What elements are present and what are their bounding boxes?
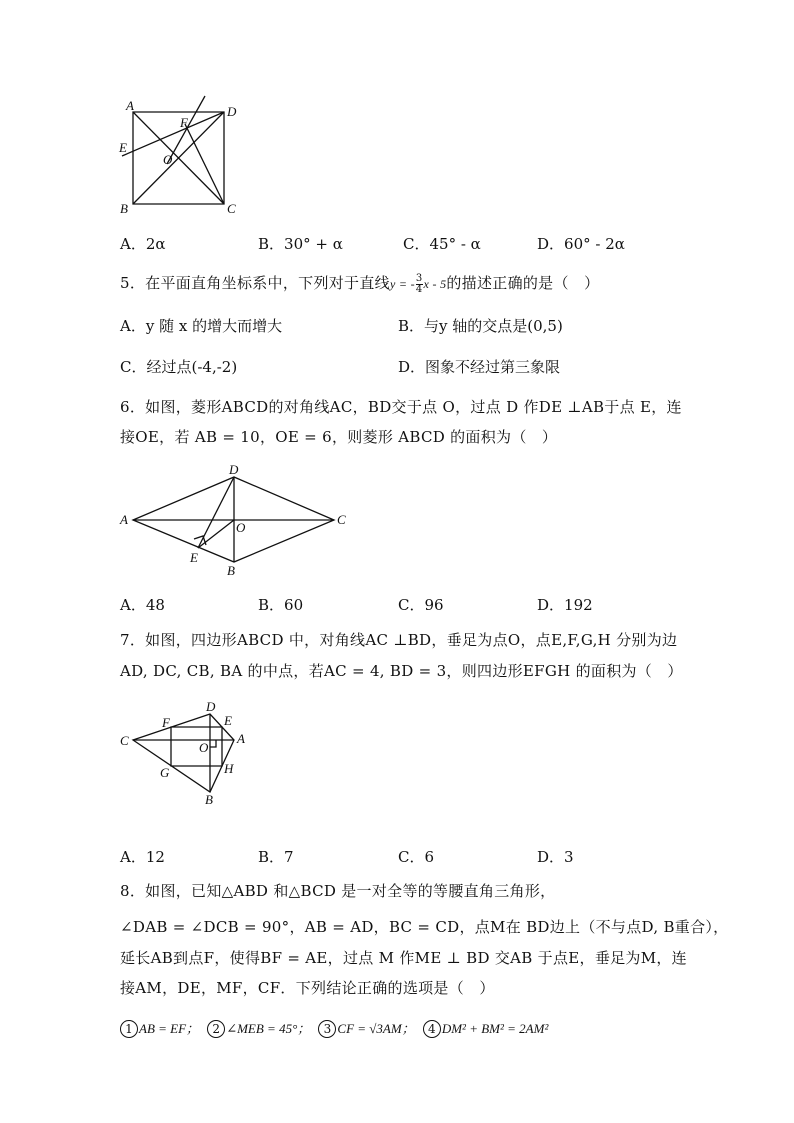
- q6-line-1: 6．如图，菱形ABCD的对角线AC，BD交于点 O，过点 D 作DE ⊥AB于点 E，连: [120, 398, 682, 416]
- label-a: A: [120, 512, 128, 527]
- label-o: O: [163, 152, 173, 167]
- q8-conclusions: [120, 1018, 548, 1038]
- q6-line-2: 接OE，若 AB = 10，OE = 6，则菱形 ABCD 的面积为（ ）: [120, 428, 558, 446]
- label-o: O: [199, 740, 209, 755]
- q6-option-b[interactable]: B．60: [258, 596, 304, 614]
- label-d: D: [229, 462, 239, 477]
- circled-1: 1: [120, 1020, 138, 1038]
- label-e: E: [119, 140, 127, 155]
- label-b: B: [120, 201, 128, 216]
- q4-option-d[interactable]: D．60° - 2α: [537, 235, 625, 253]
- q6-option-d[interactable]: D．192: [537, 596, 593, 614]
- conclusion-3: CF = √3AM；: [337, 1021, 415, 1036]
- q7-line-2: AD, DC, CB, BA 的中点，若AC = 4, BD = 3，则四边形EFGH 的面积为（ ）: [120, 662, 683, 680]
- q4-option-c[interactable]: C．45° - α: [403, 235, 481, 253]
- label-o: O: [236, 520, 246, 535]
- label-d: D: [206, 699, 216, 714]
- conclusion-1: AB = EF；: [139, 1021, 200, 1036]
- label-b: B: [205, 792, 213, 807]
- q5-option-d[interactable]: D．图象不经过第三象限: [398, 358, 561, 376]
- circled-2: 2: [207, 1020, 225, 1038]
- circled-4: 4: [423, 1020, 441, 1038]
- q7-option-b[interactable]: B．7: [258, 848, 294, 866]
- q8-line-3: 延长AB到点F，使得BF = AE，过点 M 作ME ⊥ BD 交AB 于点E，垂足为M，连: [120, 949, 687, 967]
- q6-option-a[interactable]: A．48: [120, 596, 165, 614]
- label-b: B: [227, 563, 235, 578]
- q4-option-b[interactable]: B．30° + α: [258, 235, 343, 253]
- label-f: F: [162, 715, 170, 730]
- q5-option-b[interactable]: B．与y 轴的交点是(0,5): [398, 317, 563, 335]
- label-e: E: [190, 550, 198, 565]
- q5-eq-tail: x - 5: [423, 277, 447, 291]
- right-angle-mark: [210, 740, 216, 747]
- q4-option-a[interactable]: A．2α: [120, 235, 166, 253]
- q8-line-1: 8．如图，已知△ABD 和△BCD 是一对全等的等腰直角三角形，: [120, 882, 556, 900]
- q7-option-d[interactable]: D．3: [537, 848, 574, 866]
- q8-line-4: 接AM，DE，MF，CF．下列结论正确的选项是（ ）: [120, 979, 495, 997]
- conclusion-2: ∠MEB = 45°；: [226, 1021, 311, 1036]
- label-g: G: [160, 765, 170, 780]
- quadrilateral-abcd: [133, 714, 234, 792]
- label-a: A: [126, 98, 134, 113]
- q8-line-2: ∠DAB = ∠DCB = 90°，AB = AD，BC = CD，点M在 BD边上（不与点D, B重合），: [120, 918, 729, 936]
- circled-3: 3: [318, 1020, 336, 1038]
- conclusion-4: DM² + BM² = 2AM²: [441, 1021, 549, 1036]
- q7-option-c[interactable]: C．6: [398, 848, 435, 866]
- q5-eq-y: y = -: [389, 277, 415, 291]
- q5-option-a[interactable]: A．y 随 x 的增大而增大: [120, 317, 283, 335]
- label-h: H: [224, 761, 234, 776]
- label-a: A: [237, 731, 245, 746]
- label-c: C: [227, 201, 236, 216]
- label-c: C: [337, 512, 346, 527]
- q5-frac-den: 4: [415, 283, 423, 295]
- q5-stem-post: 的描述正确的是（ ）: [446, 274, 600, 292]
- q5-option-c[interactable]: C．经过点(-4,-2): [120, 358, 238, 376]
- q6-option-c[interactable]: C．96: [398, 596, 444, 614]
- q5-stem-pre: 5．在平面直角坐标系中，下列对于直线: [120, 274, 390, 292]
- label-c: C: [120, 733, 129, 748]
- label-f: F: [180, 115, 188, 130]
- q7-line-1: 7．如图，四边形ABCD 中，对角线AC ⊥BD，垂足为点O，点E,F,G,H 分别为边: [120, 631, 678, 649]
- label-d: D: [227, 104, 237, 119]
- q5-frac-num: 3: [415, 272, 423, 284]
- q7-option-a[interactable]: A．12: [120, 848, 165, 866]
- label-e: E: [224, 713, 232, 728]
